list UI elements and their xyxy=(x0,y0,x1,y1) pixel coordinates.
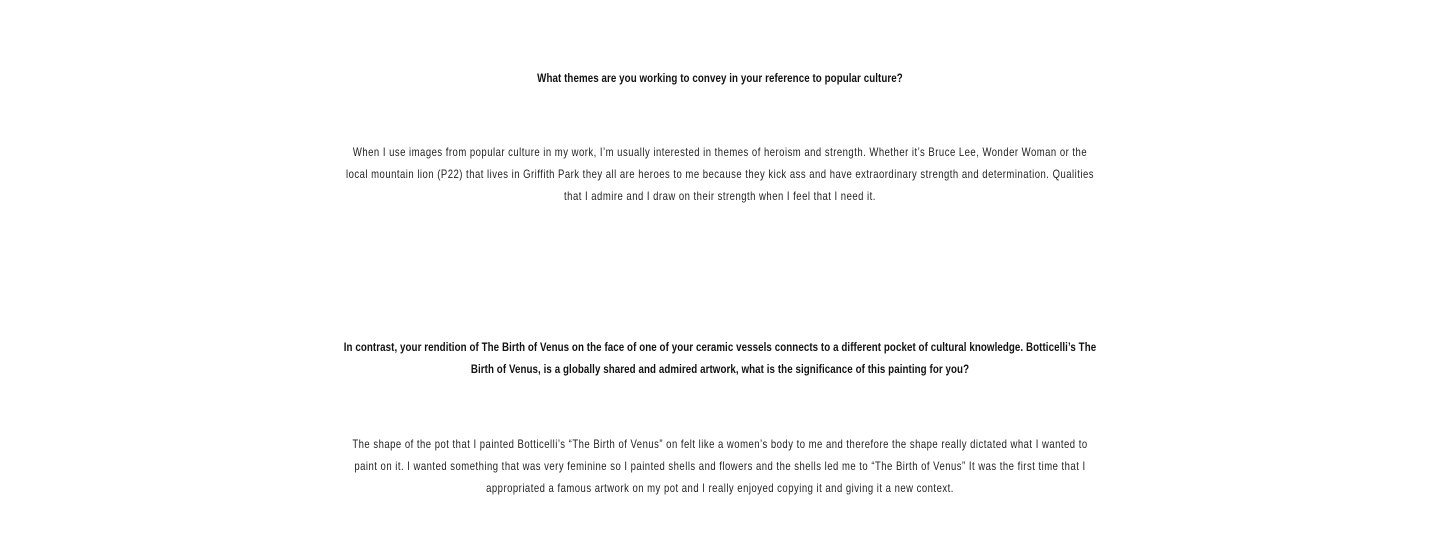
interview-question: What themes are you working to convey in your reference to popular culture? xyxy=(537,72,903,85)
interview-answer: The shape of the pot that I painted Botticelli’s “The Birth of Venus” on felt like a women’s body to me and therefore the shape really dictated what I wanted to paint on it. I wanted something that was very feminine so I painted shells and flowers and the shells led me to “The Birth of Venus” It was the first time that I appropriated a famous artwork on my pot and I really enjoyed copying it and giving it a new context. xyxy=(352,438,1088,495)
interview-answer: When I use images from popular culture in my work, I’m usually interested in themes of heroism and strength. Whether it’s Bruce Lee, Wonder Woman or the local mountain lion (P22) that lives in Griffith Park they all are heroes to me because they kick ass and have extraordinary strength and determination. Qualities that I admire and I draw on their strength when I feel that I need it. xyxy=(345,146,1094,203)
interview-question: In contrast, your rendition of The Birth of Venus on the face of one of your ceramic vessels connects to a different pocket of cultural knowledge. Botticelli’s The Birth of Venus, is a globally shared and admired artwork, what is the significance of this painting for you? xyxy=(343,341,1097,376)
